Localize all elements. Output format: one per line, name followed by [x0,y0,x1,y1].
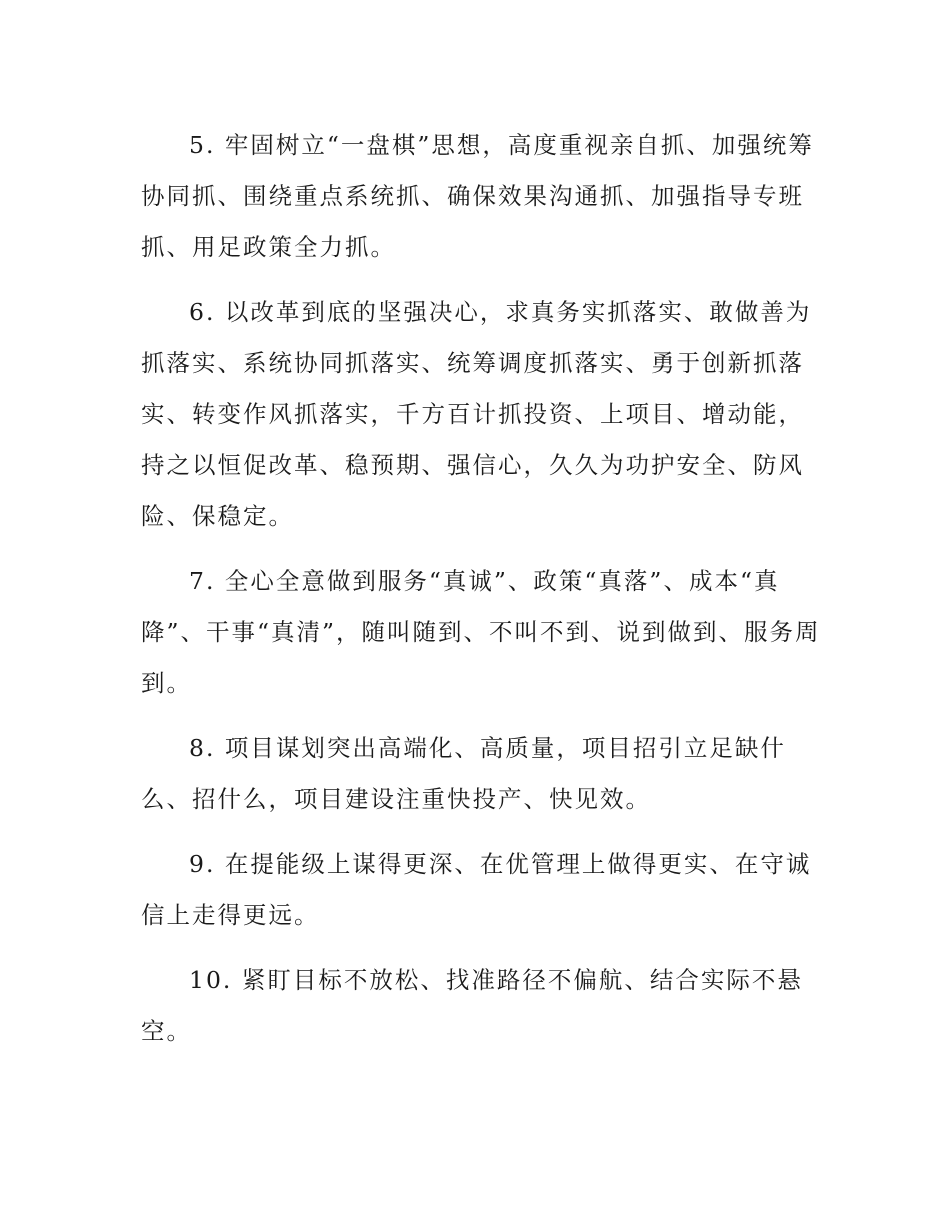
paragraph-6: 6. 以改革到底的坚强决心，求真务实抓落实、敢做善为抓落实、系统协同抓落实、统筹调度抓落实、勇于创新抓落实、转变作风抓落实，千方百计抓投资、上项目、增动能，持之以恒促改革、稳预期、强信心，久久为功护安全、防风险、保稳定。 [141,298,812,530]
paragraph-5: 5. 牢固树立“一盘棋”思想，高度重视亲自抓、加强统筹协同抓、围绕重点系统抓、确保效果沟通抓、加强指导专班抓、用足政策全力抓。 [141,131,814,261]
paragraph-8: 8. 项目谋划突出高端化、高质量，项目招引立足缺什么、招什么，项目建设注重快投产、快见效。 [141,734,786,813]
paragraph-9: 9. 在提能级上谋得更深、在优管理上做得更实、在守诚信上走得更远。 [141,850,812,929]
document-body [141,120,821,1071]
paragraph-7: 7. 全心全意做到服务“真诚”、政策“真落”、成本“真降”、干事“真清”，随叫随到、不叫不到、说到做到、服务周到。 [141,567,821,697]
paragraph-10: 10. 紧盯目标不放松、找准路径不偏航、结合实际不悬空。 [141,966,803,1045]
